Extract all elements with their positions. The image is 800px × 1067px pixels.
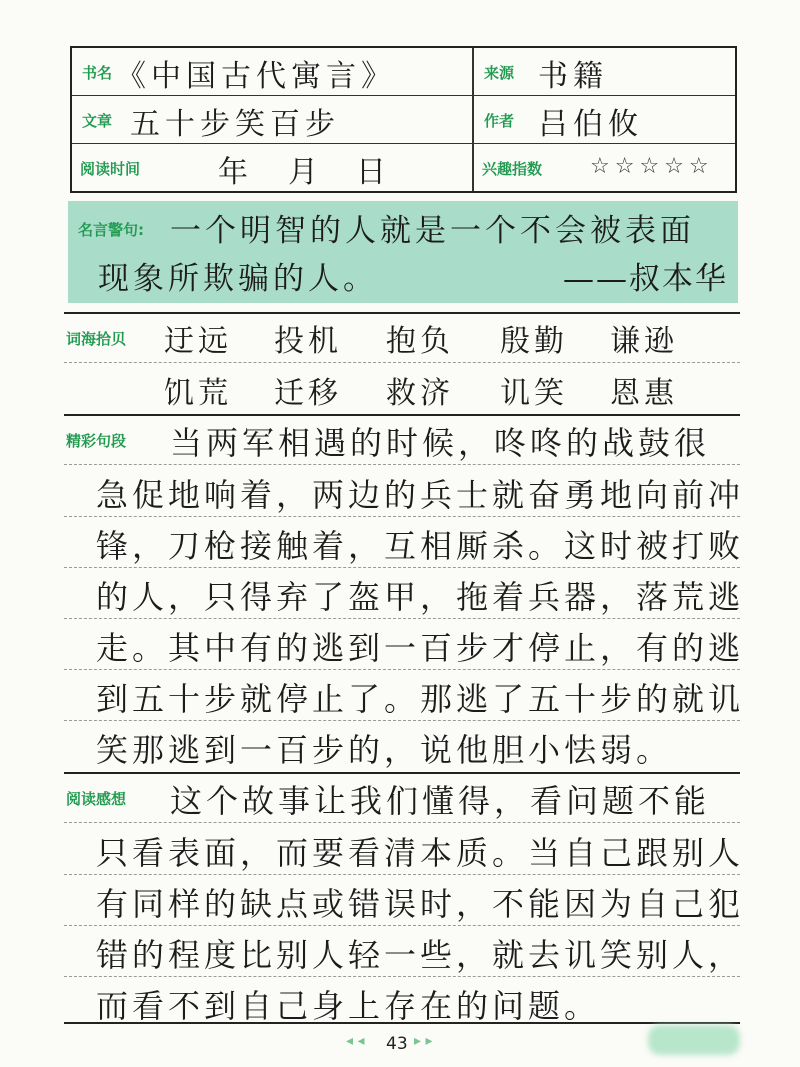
ruled-line (64, 874, 740, 875)
vocab-word: 迂远 (164, 324, 232, 359)
vocab-label: 词海拾贝 (66, 330, 127, 348)
vocab-word: 饥荒 (164, 376, 232, 411)
thoughts-line: 错的程度比别人轻一些，就去讥笑别人， (96, 936, 745, 974)
info-row-time (72, 144, 735, 191)
book-value: 《中国古代寓言》 (116, 59, 396, 94)
section-divider (64, 772, 740, 774)
ruled-line (64, 976, 740, 977)
chevron-right-icon: ▸ ▸ (414, 1033, 433, 1049)
info-table (70, 46, 737, 193)
vocab-word: 谦逊 (610, 324, 678, 359)
ruled-line (64, 669, 740, 670)
excerpt-line: 的人，只得弃了盔甲，拖着兵器，落荒逃 (96, 578, 745, 616)
ruled-line (64, 720, 740, 721)
quote-label: 名言警句: (78, 221, 144, 239)
vocab-word: 抱负 (386, 324, 454, 359)
book-label: 书名 (82, 64, 113, 82)
chevron-left-icon: ◂ ◂ (346, 1033, 365, 1049)
interest-label: 兴趣指数 (482, 160, 543, 178)
vocab-word: 恩惠 (610, 376, 678, 411)
page-number: 43 (386, 1034, 408, 1054)
source-value: 书籍 (538, 59, 608, 94)
ruled-line (64, 618, 740, 619)
excerpt-line: 走。其中有的逃到一百步才停止，有的逃 (96, 629, 745, 667)
thoughts-line: 有同样的缺点或错误时，不能因为自己犯 (96, 885, 745, 923)
read-time-label: 阅读时间 (80, 160, 141, 178)
article-label: 文章 (82, 112, 113, 130)
quote-line-2: 现象所欺骗的人。 (98, 261, 378, 297)
ruled-line (64, 567, 740, 568)
thoughts-line: 只看表面，而要看清本质。当自己跟别人 (96, 834, 745, 872)
source-label: 来源 (484, 64, 515, 82)
ruled-line (64, 362, 740, 363)
ruled-line (64, 516, 740, 517)
prev-page-arrows[interactable] (346, 1030, 365, 1049)
quote-author: ——叔本华 (563, 261, 728, 297)
month-text: 月 (288, 155, 323, 190)
vocab-word: 投机 (274, 324, 342, 359)
vocab-word: 讥笑 (500, 376, 568, 411)
day-text: 日 (356, 155, 391, 190)
section-divider (64, 312, 740, 314)
excerpt-line: 笑那逃到一百步的，说他胆小怯弱。 (96, 731, 673, 769)
excerpt-line: 锋，刀枪接触着，互相厮杀。这时被打败 (96, 527, 745, 565)
author-label: 作者 (484, 112, 515, 130)
section-divider (64, 1022, 740, 1024)
author-value: 吕伯攸 (538, 107, 643, 142)
excerpt-line: 急促地响着，两边的兵士就奋勇地向前冲 (96, 476, 745, 514)
quote-box (68, 201, 738, 303)
ruled-line (64, 464, 740, 465)
vocab-word: 救济 (386, 376, 454, 411)
info-row-book (72, 48, 735, 96)
year-text: 年 (218, 155, 253, 190)
thoughts-label: 阅读感想 (66, 790, 127, 808)
info-row-article (72, 96, 735, 144)
thoughts-line: 而看不到自己身上存在的问题。 (96, 987, 601, 1025)
star-rating: ☆☆☆☆☆ (590, 154, 714, 179)
vocab-word: 迁移 (274, 376, 342, 411)
quote-line-1: 一个明智的人就是一个不会被表面 (170, 213, 695, 249)
blurred-watermark (648, 1025, 740, 1055)
article-value: 五十步笑百步 (130, 107, 340, 142)
excerpt-label: 精彩句段 (66, 432, 127, 450)
ruled-line (64, 822, 740, 823)
ruled-line (64, 925, 740, 926)
excerpt-line: 到五十步就停止了。那逃了五十步的就讥 (96, 680, 745, 718)
thoughts-line: 这个故事让我们懂得，看问题不能 (170, 782, 711, 820)
next-page-arrows[interactable] (414, 1030, 433, 1049)
excerpt-line: 当两军相遇的时候，咚咚的战鼓很 (170, 424, 711, 462)
section-divider (64, 414, 740, 416)
vocab-word: 殷勤 (500, 324, 568, 359)
